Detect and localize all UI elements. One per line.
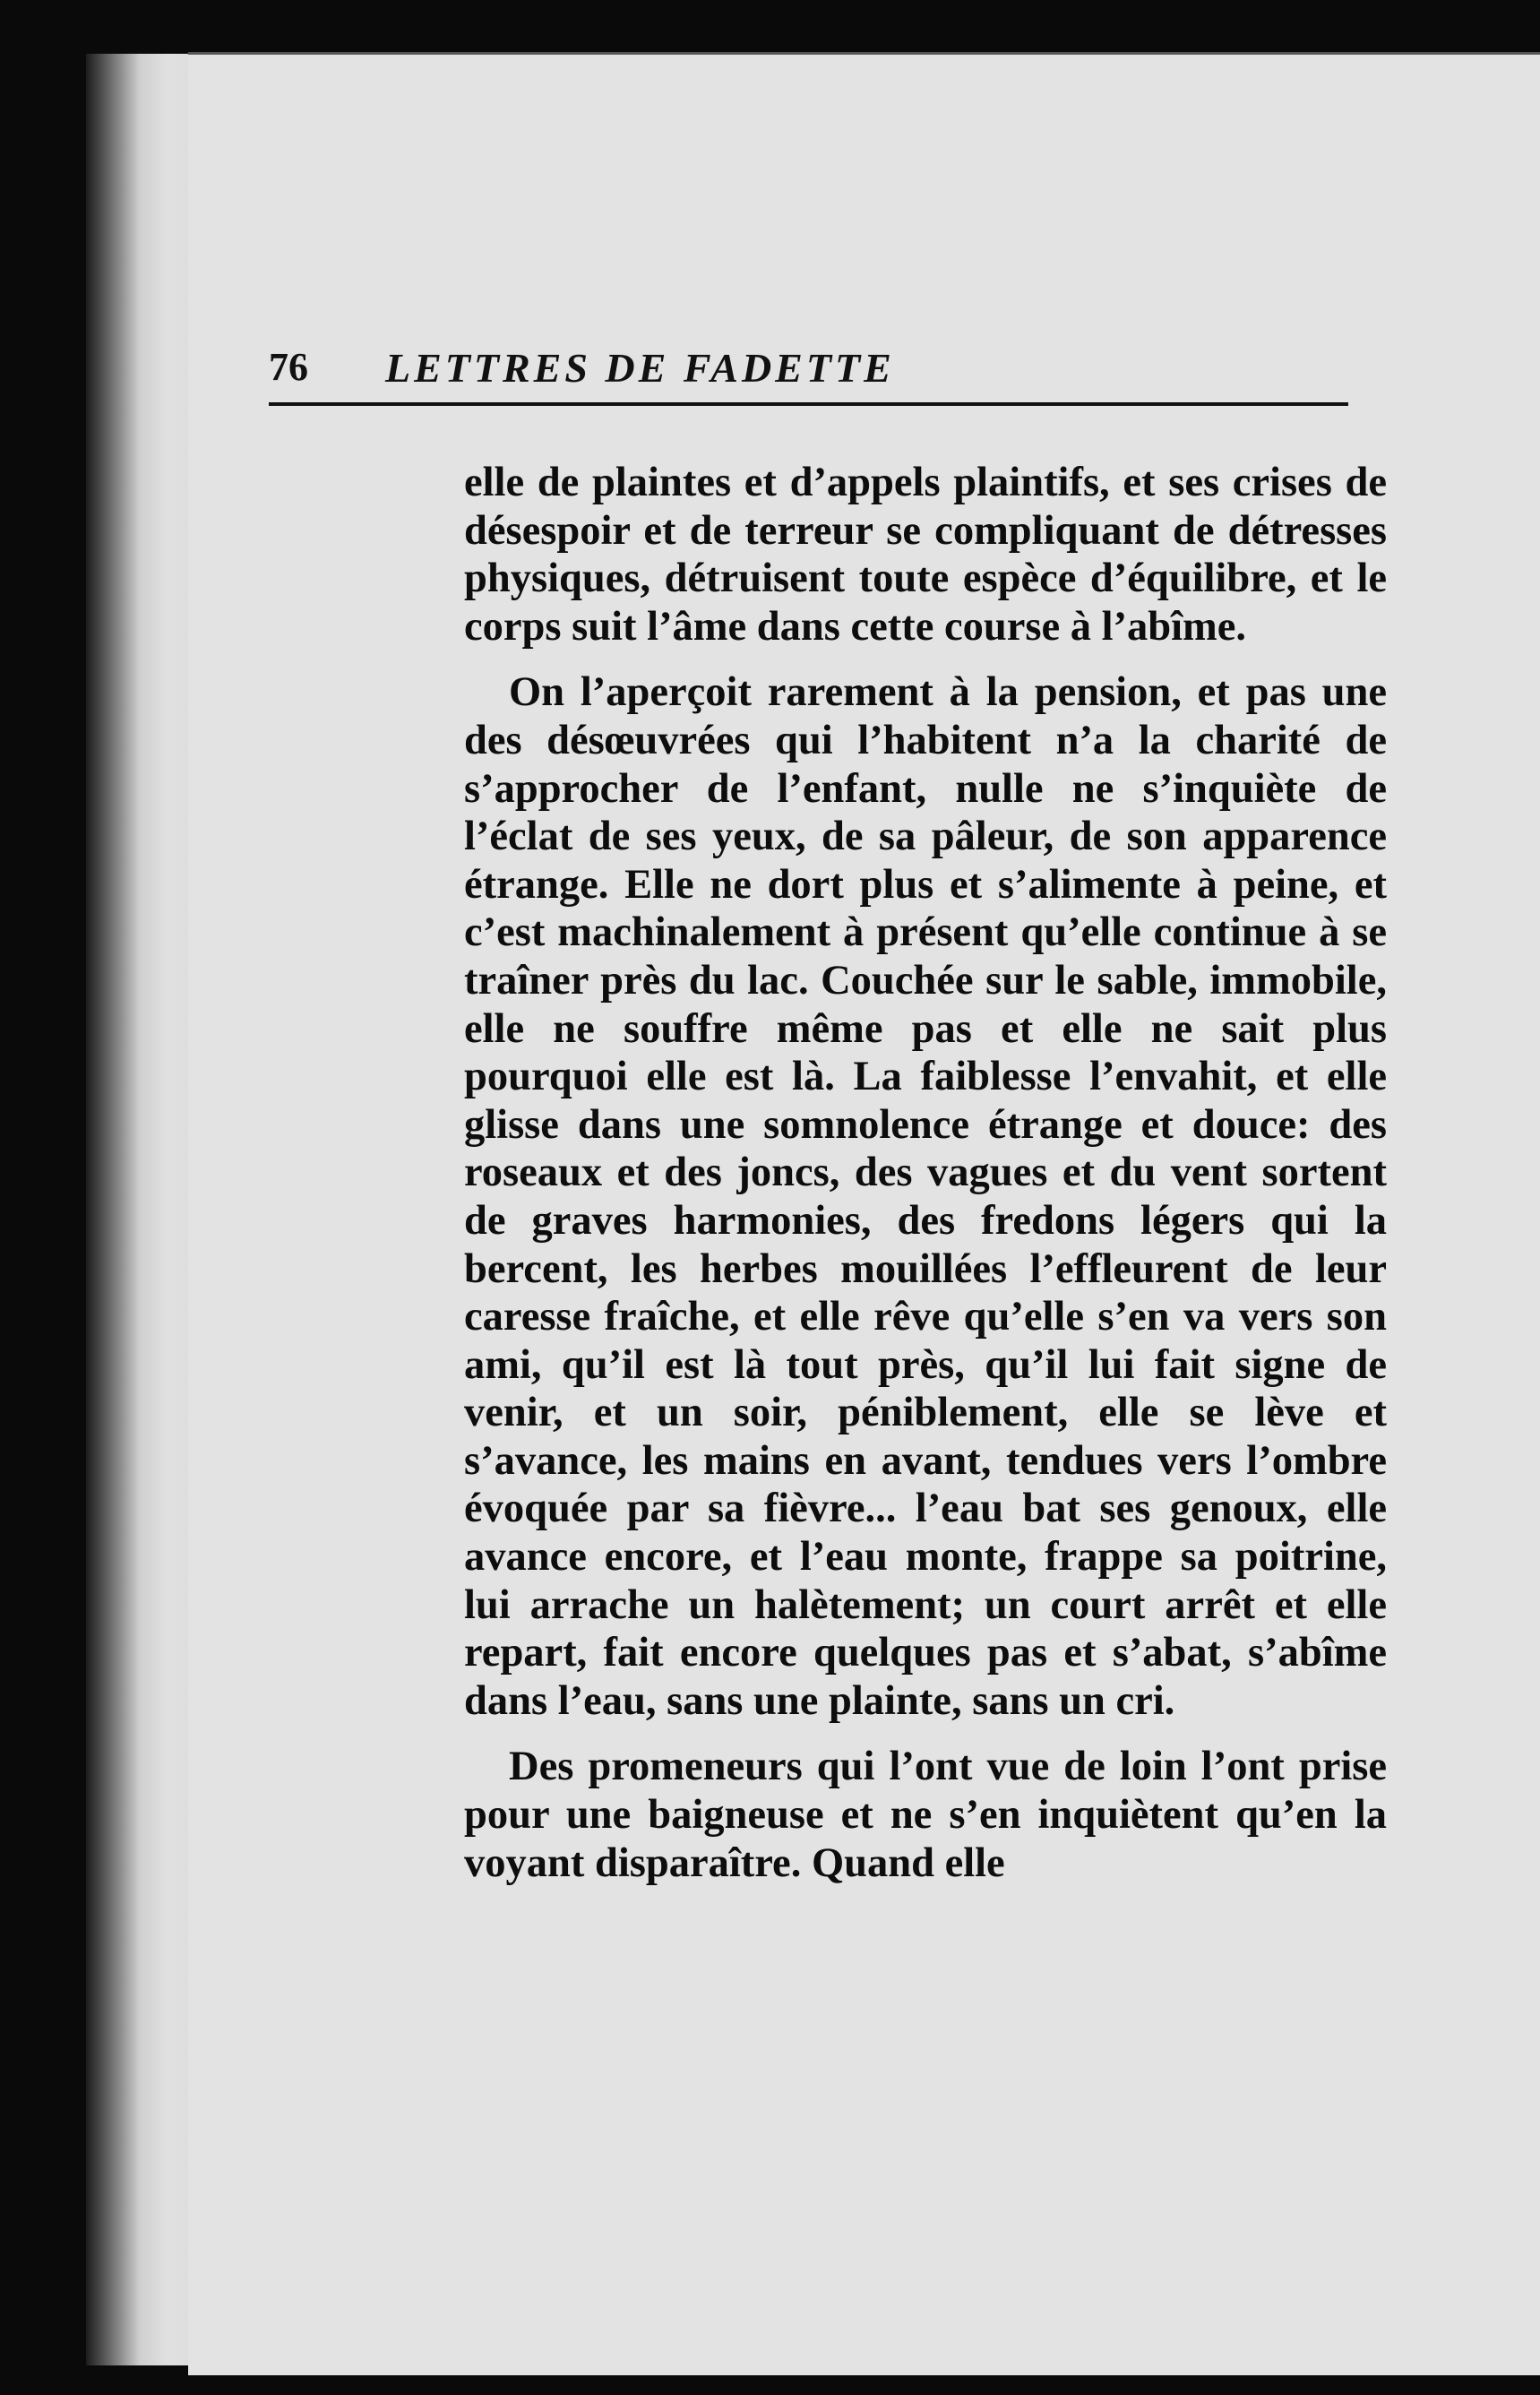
running-title: LETTRES DE FADETTE xyxy=(385,345,895,391)
page-header xyxy=(269,344,1348,407)
paragraph-2: On l’aperçoit rarement à la pension, et pas une des désœuvrées qui l’habitent n’a la charité de s’approcher de l’enfant, nulle ne s’inquiète de l’éclat de ses yeux, de sa pâleur, de son apparence étrange. Elle ne dort plus et s’alimente à peine, et c’est machinalement à présent qu’elle continue à se traîner près du lac. Couchée sur le sable, immobile, elle ne souffre même pas et elle ne sait plus pourquoi elle est là. La faiblesse l’envahit, et elle glisse dans une somnolence étrange et douce: des roseaux et des joncs, des vagues et du vent sortent de graves harmonies, des fredons légers qui la bercent, les herbes mouillées l’effleurent de leur caresse fraîche, et elle rêve qu’elle s’en va vers son ami, qu’il est là tout près, qu’il lui fait signe de venir, et un soir, péniblement, elle se lève et s’avance, les mains en avant, tendues vers l’ombre évoquée par sa fièvre... l’eau bat ses genoux, elle avance encore, et l’eau monte, frappe sa poitrine, lui arrache un halètement; un court arrêt et elle repart, fait encore quelques pas et s’abat, s’abîme dans l’eau, sans une plainte, sans un cri. xyxy=(464,669,1387,1724)
paragraph-1: elle de plaintes et d’appels plaintifs, et ses crises de désespoir et de terreur se compliquant de détresses physiques, détruisent toute espèce d’équilibre, et le corps suit l’âme dans cette course à l’abîme. xyxy=(464,460,1387,650)
body-text xyxy=(464,459,1387,1905)
page-number: 76 xyxy=(269,345,308,389)
header-rule xyxy=(269,402,1348,406)
paragraph-3: Des promeneurs qui l’ont vue de loin l’ont prise pour une baigneuse et ne s’en inquiètent qu’en la voyant disparaître. Quand elle xyxy=(464,1744,1387,1886)
